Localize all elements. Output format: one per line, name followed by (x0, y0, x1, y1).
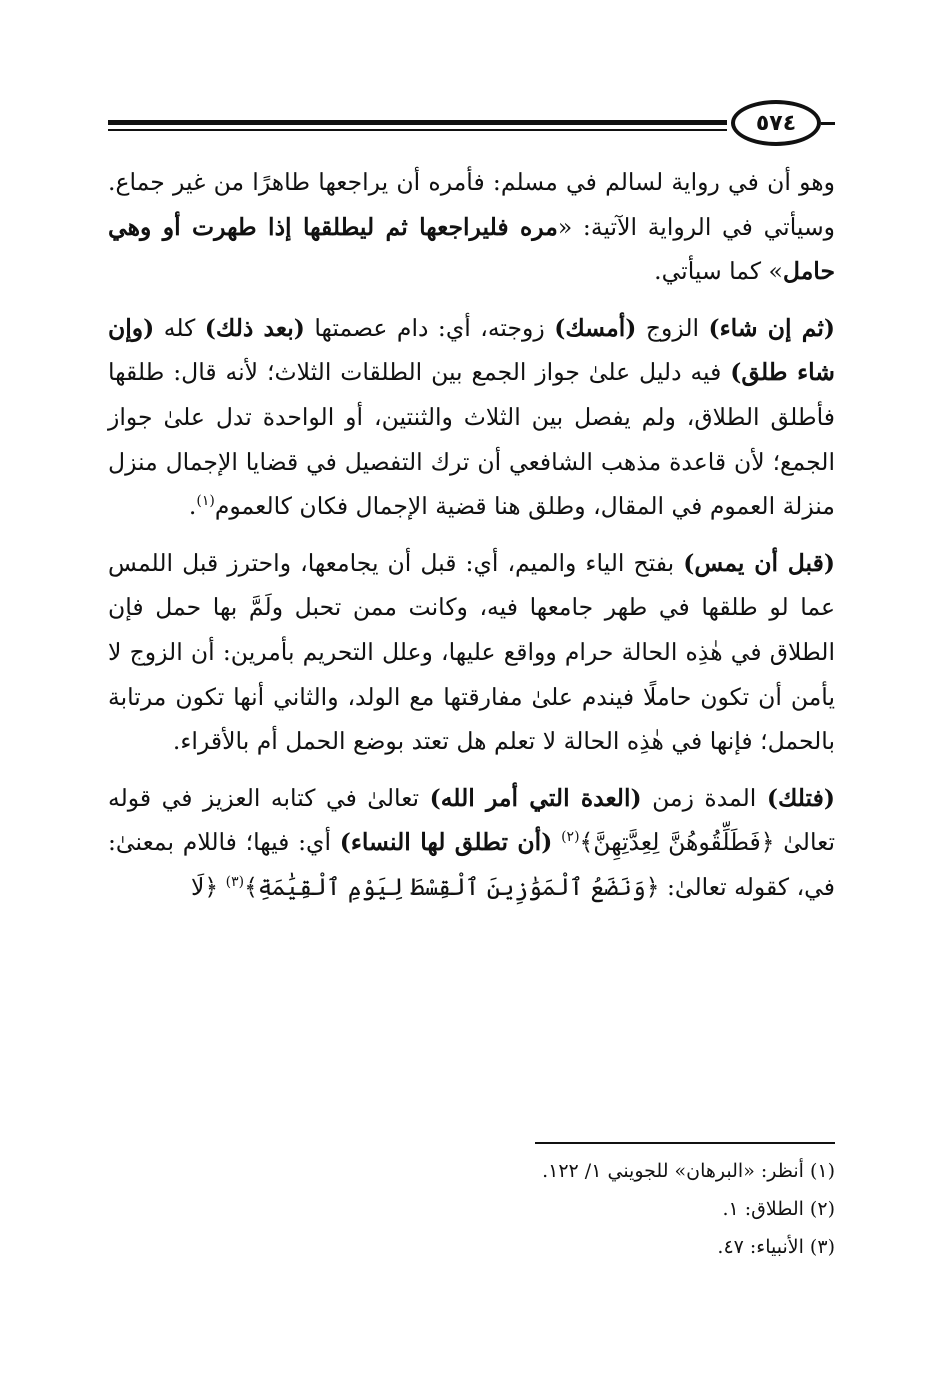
text-segment: بفتح الياء والميم، أي: قبل أن يجامعها، واحترز قبل اللمس عما لو طلقها في طهر جامعها فيه، وكانت ممن تحبل ولَمَّ بها حمل فإن الطلاق في هٰذِه الحالة حرام وواقع عليها، وعلل التحريم بأمرين: أن الزوج لا يأمن أن تكون حاملًا فيندم علىٰ مفارقتها مع الولد، والثاني أنها تكون مرتابة بالحمل؛ فإنها في هٰذِه الحالة لا تعلم هل تعتد بوضع الحمل أم بالأقراء. (108, 548, 835, 756)
bold-text: (قبل أن يمس) (683, 548, 835, 577)
quran-verse: ﴿لَا (190, 872, 219, 901)
quran-verse: ﴿وَنَضَعُ ٱلْمَوَٰزِينَ ٱلْقِسْطَ لِيَوْمِ ٱلْقِيَٰمَةِ﴾ (244, 872, 660, 901)
bold-text: (ثم إن شاء) (708, 313, 835, 342)
footnotes (108, 1152, 835, 1266)
text-segment (552, 828, 561, 856)
text-segment: زوجته، أي: دام عصمتها (304, 313, 555, 342)
bold-text: (أمسك) (554, 313, 637, 342)
text-segment: أي: فيها؛ فاللام بمعنىٰ: في، كقوله تعالىٰ: (108, 828, 835, 901)
paragraph (108, 776, 835, 910)
main-text (108, 160, 835, 922)
bold-text: مره فليراجعها ثم ليطلقها إذا طهرت أو وهي حامل (108, 212, 835, 286)
footnote-marker: (٣) (225, 874, 245, 891)
paragraph (108, 306, 835, 529)
bold-text: (فتلك) (766, 783, 835, 812)
footnote-separator (535, 1142, 835, 1144)
text-segment: وهو أن في رواية لسالم في مسلم: فأمره أن يراجعها طاهرًا من غير جماع. وسيأتي في الرواية الآتية: « (108, 168, 835, 241)
footnote-marker: (١) (196, 493, 215, 510)
bold-text: (بعد ذلك) (204, 313, 305, 342)
bold-text: (أن تطلق لها النساء) (339, 828, 553, 857)
footnote-item: (٣) الأنبياء: ٤٧. (717, 1236, 835, 1258)
text-segment: فيه دليل علىٰ جواز الجمع بين الطلقات الثلاث؛ لأنه قال: طلقها فأطلق الطلاق، ولم يفصل بين الثلاث والثنتين، أو الواحدة تدل علىٰ جواز الجمع؛ لأن قاعدة مذهب الشافعي أن ترك التفصيل في قضايا الإجمال منزل منزلة العموم في المقال، وطلق هنا قضية الإجمال فكان كالعموم (108, 358, 835, 521)
footnote-marker: (٢) (561, 829, 580, 846)
bold-text: (وإن شاء طلق) (108, 313, 835, 387)
header-rule-thick (108, 120, 727, 125)
text-segment (218, 873, 225, 901)
text-segment: المدة زمن (641, 783, 767, 812)
bold-text: (العدة التي أمر الله) (429, 783, 642, 812)
header-rule-thin (108, 129, 727, 131)
text-segment: . (188, 492, 197, 521)
quran-verse: ﴿فَطَلِّقُوهُنَّ لِعِدَّتِهِنَّ﴾ (579, 828, 775, 857)
header-rule-right (821, 122, 835, 125)
page-header (108, 98, 835, 152)
text-segment: تعالىٰ في كتابه العزيز في قوله تعالىٰ (108, 783, 835, 857)
text-segment: » كما سيأتي. (654, 257, 783, 286)
footnote-item: (٢) الطلاق: ١. (722, 1198, 835, 1220)
page-number: ٥٧٤ (731, 100, 821, 146)
paragraph (108, 160, 835, 294)
footnote-item: (١) أنظر: «البرهان» للجويني ١/ ١٢٢. (542, 1160, 835, 1182)
text-segment: الزوج (636, 313, 709, 342)
text-segment: كله (154, 313, 205, 342)
paragraph (108, 541, 835, 764)
